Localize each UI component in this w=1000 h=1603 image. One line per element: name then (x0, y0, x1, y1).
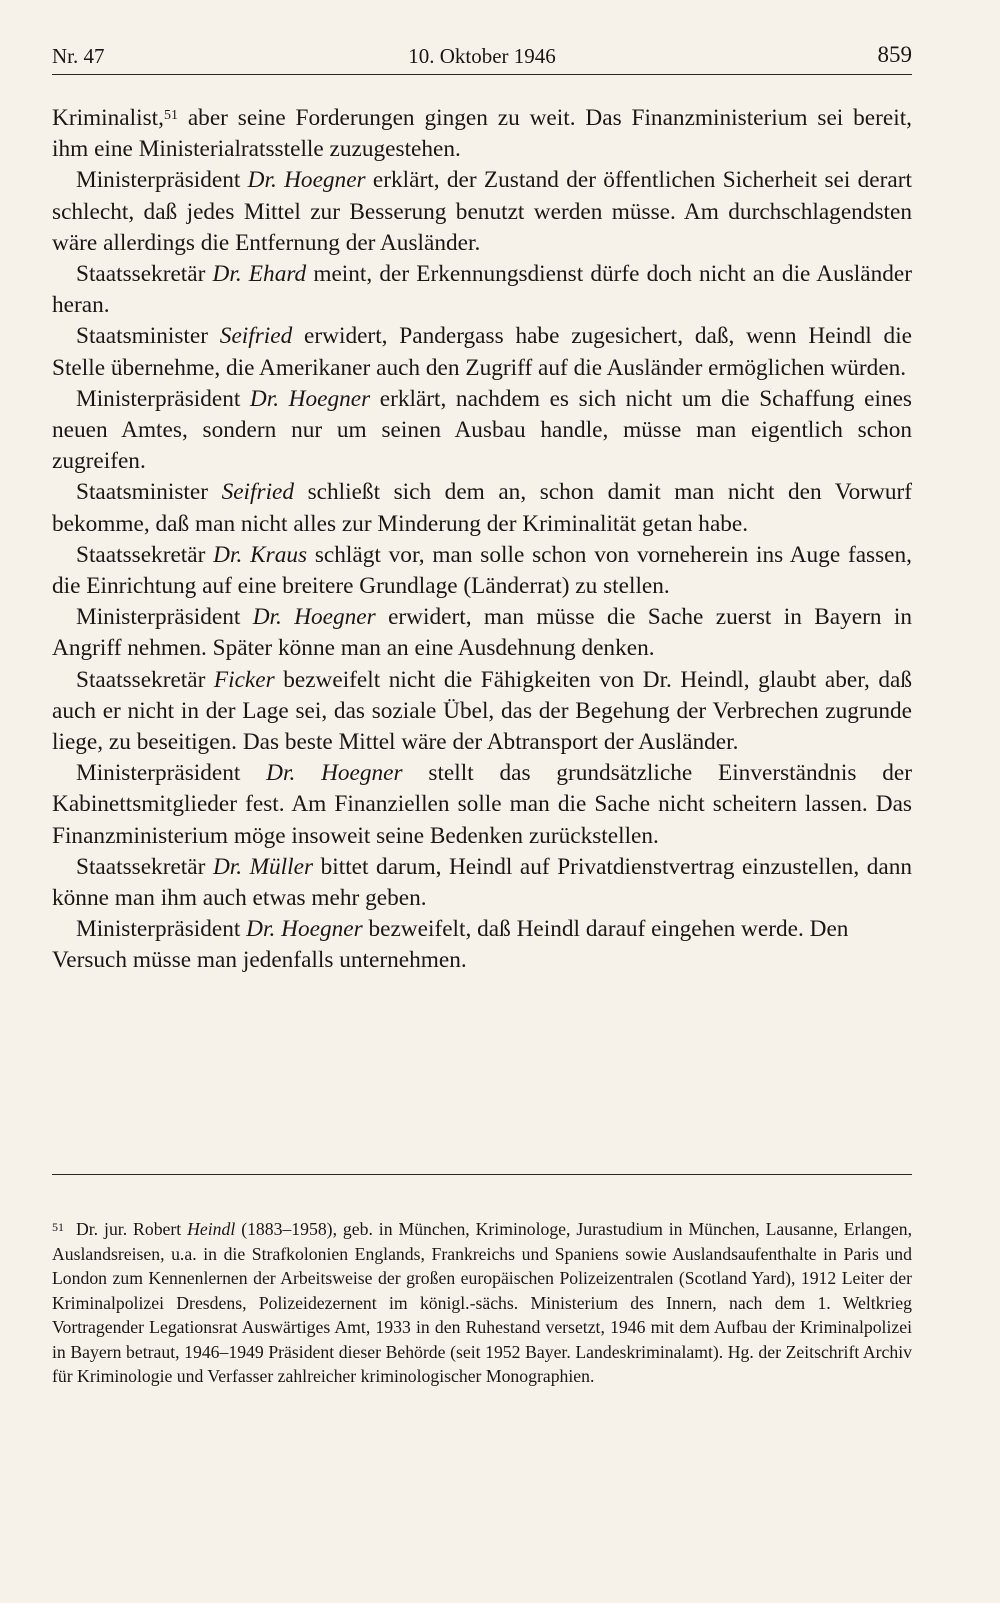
speaker-name: Seifried (221, 479, 295, 506)
paragraph-5: Ministerpräsident Dr. Hoegner erklärt, nachdem es sich nicht um die Schaffung eines neuen Amtes, sondern nur um seinen Ausbau handle, müsse man eigentlich schon zugreifen. (52, 385, 912, 475)
footnote-ref-51: 51 (163, 108, 178, 123)
paragraph-11: Staatssekretär Dr. Müller bittet darum, Heindl auf Privatdienstvertrag einzustellen, dann könne man ihm auch etwas mehr geben. (52, 853, 912, 912)
speaker-name: Dr. Kraus (213, 541, 308, 568)
speaker-name: Dr. Hoegner (247, 167, 366, 194)
speaker-name: Seifried (219, 323, 293, 350)
speaker-name: Ficker (213, 666, 275, 693)
paragraph-1: Kriminalist,$^{51}$ aber seine Forderungen gingen zu weit. Das Finanzministerium sei bereit, ihm eine Ministerialratsstelle zuzugestehen. (52, 105, 912, 163)
paragraph-2: Ministerpräsident Dr. Hoegner erklärt, der Zustand der öffentlichen Sicherheit sei derart schlecht, daß jedes Mittel zur Besserung benutzt werden müsse. Am durchschlagendsten wäre allerdings die Entfernung der Ausländer. (52, 167, 912, 256)
header-date: 10. Oktober 1946 (408, 44, 556, 68)
speaker-name: Dr. Müller (212, 853, 314, 880)
speaker-name: Dr. Hoegner (266, 760, 403, 787)
footnote-number: 51 (52, 1220, 64, 1234)
paragraph-7: Staatssekretär Dr. Kraus schlägt vor, man solle schon von vorneherein ins Auge fassen, die Einrichtung auf eine breitere Grundlage (Länderrat) zu stellen. (52, 541, 912, 600)
speaker-name: Dr. Hoegner (249, 385, 371, 412)
footnote-51 (52, 1217, 912, 1389)
main-text (52, 103, 912, 977)
speaker-name: Dr. Hoegner (252, 604, 376, 631)
speaker-name: Dr. Ehard (212, 261, 307, 288)
footnote-person-name: Heindl (187, 1219, 236, 1239)
paragraph-6: Staatsminister Seifried schließt sich dem an, schon damit man nicht den Vorwurf bekomme, daß man nicht alles zur Minderung der Kriminalität getan habe. (52, 479, 913, 537)
footnote-divider (52, 1174, 912, 1175)
paragraph-8: Ministerpräsident Dr. Hoegner erwidert, man müsse die Sache zuerst in Bayern in Angriff nehmen. Später könne man an eine Ausdehnung denken. (52, 604, 912, 662)
paragraph-9: Staatssekretär Ficker bezweifelt nicht die Fähigkeiten von Dr. Heindl, glaubt aber, daß auch er nicht in der Lage sei, das soziale Übel, das der Begehung der Verbrechen zugrunde liege, zu beseitigen. Das beste Mittel wäre der Abtransport der Ausländer. (52, 666, 912, 756)
issue-number: Nr. 47 (52, 44, 105, 68)
paragraph-10: Ministerpräsident Dr. Hoegner stellt das grundsätzliche Einverständnis der Kabinettsmitglieder fest. Am Finanziellen solle man die Sache nicht scheitern lassen. Das Finanzministerium möge insoweit seine Bedenken zurückstellen. (52, 760, 912, 849)
footnote-text: Dr. jur. Robert Heindl (1883–1958), geb. in München, Kriminologe, Jurastudium in München, Lausanne, Erlangen, Auslandsreisen, u.a. in die Strafkolonien Englands, Frankreichs und Spaniens sowie Auslandsaufenthalte in Paris und London zum Kennenlernen der Arbeitsweise der großen europäischen Polizeizentralen (Scotland Yard), 1912 Leiter der Kriminalpolizei Dresdens, Polizeidezernent im königl.-sächs. Ministerium des Innern, nach dem 1. Weltkrieg Vortragender Legationsrat Auswärtiges Amt, 1933 in den Ruhestand versetzt, 1946 mit dem Aufbau der Kriminalpolizei in Bayern betraut, 1946–1949 Präsident dieser Behörde (seit 1952 Bayer. Landeskriminalamt). Hg. der Zeitschrift Archiv für Kriminologie und Verfasser zahlreicher kriminologischer Monographien. (52, 1219, 912, 1386)
page-number: 859 (877, 42, 912, 67)
paragraph-3: Staatssekretär Dr. Ehard meint, der Erkennungsdienst dürfe doch nicht an die Ausländer heran. (52, 261, 912, 319)
paragraph-12: Ministerpräsident Dr. Hoegner bezweifelt, daß Heindl darauf eingehen werde. Den Versuch müsse man jedenfalls unternehmen. (52, 916, 849, 974)
paragraph-4: Staatsminister Seifried erwidert, Pandergass habe zugesichert, daß, wenn Heindl die Stelle übernehme, die Amerikaner auch den Zugriff auf die Ausländer ermöglichen würden. (52, 323, 913, 381)
speaker-name: Dr. Hoegner (246, 916, 363, 943)
running-header (52, 38, 912, 75)
